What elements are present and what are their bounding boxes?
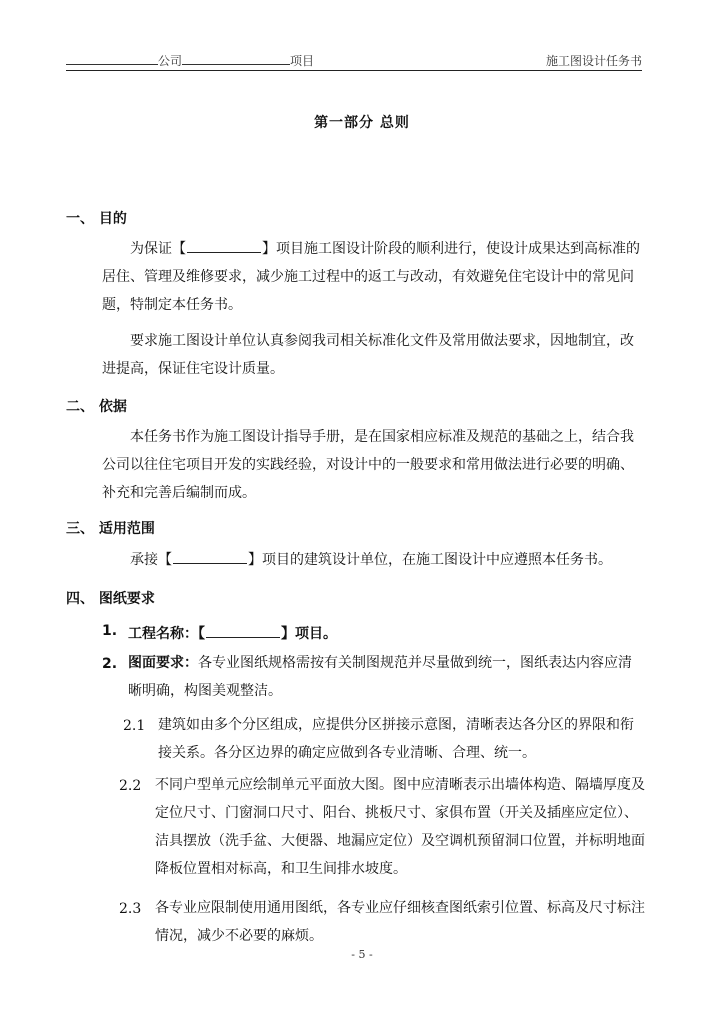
item-1-blank: [206, 623, 280, 638]
sub-2-2-number: 2.2: [119, 778, 142, 794]
section-heading-purpose: 一、 目的: [66, 211, 127, 227]
scope-p1-pre: 承接【: [130, 552, 172, 568]
sub-2-2-text: 不同户型单元应绘制单元平面放大图。图中应清晰表示出墙体构造、隔墙厚度及定位尺寸、门窗洞口尺寸、阳台、挑板尺寸、家俱布置（开关及插座应定位）、洁具摆放（洗手盆、大便器、地漏应定位）及空调机预留洞口位置，并标明地面降板位置相对标高，和卫生间排水坡度。: [155, 777, 645, 877]
project-label: 项目: [290, 54, 315, 68]
sub-2-3-number: 2.3: [119, 901, 142, 917]
scope-project-blank: [173, 549, 247, 564]
project-name-blank: [187, 238, 261, 253]
sub-2-1-text: [158, 711, 644, 767]
part-title: 第一部分 总则: [314, 115, 410, 131]
section-heading-drawings: 四、 图纸要求: [66, 591, 155, 607]
header-doc-title: 施工图设计任务书: [545, 54, 642, 68]
item-2-paragraph: [128, 649, 644, 705]
item-2-text: 各专业图纸规格需按有关制图规范并尽量做到统一，图纸表达内容应清晰明确，构图美观整洁。: [128, 655, 632, 699]
sub-2-1-content: 建筑如由多个分区组成，应提供分区拼接示意图，清晰表达各分区的界限和衔接关系。各分区边界的确定应做到各专业清晰、合理、统一。: [158, 717, 634, 761]
page-header: [66, 50, 642, 71]
sub-2-3-text: 各专业应限制使用通用图纸，各专业应仔细核查图纸索引位置、标高及尺寸标注情况，减少不必要的麻烦。: [155, 900, 645, 944]
company-blank: [66, 53, 158, 65]
purpose-p1-pre: 为保证【: [130, 241, 186, 257]
item-1-number: 1.: [102, 623, 118, 639]
item-1-pre: 工程名称：【: [128, 626, 205, 642]
page-number: - 5 -: [351, 948, 373, 961]
section-heading-scope: 三、 适用范围: [66, 521, 155, 537]
purpose-paragraph-1: [102, 235, 642, 319]
purpose-paragraph-2: 要求施工图设计单位认真参阅我司相关标准化文件及常用做法要求，因地制宜，改进提高，保证住宅设计质量。: [102, 333, 634, 377]
item-1-post: 】项目。: [281, 626, 337, 642]
item-1-text: [128, 623, 337, 643]
scope-p1-post: 】项目的建筑设计单位，在施工图设计中应遵照本任务书。: [248, 552, 612, 568]
sub-2-1-number: 2.1: [123, 718, 146, 734]
purpose-p1-post: 】项目施工图设计阶段的顺利进行，使设计成果达到高标准的居住、管理及维修要求，减少施工过程中的返工与改动，有效避免住宅设计中的常见问题，特制定本任务书。: [102, 241, 640, 313]
company-label: 公司: [158, 54, 183, 68]
basis-paragraph: 本任务书作为施工图设计指导手册，是在国家相应标准及规范的基础之上，结合我公司以往住宅项目开发的实践经验，对设计中的一般要求和常用做法进行必要的明确、补充和完善后编制而成。: [102, 429, 634, 501]
item-2-label: 图面要求：: [128, 655, 198, 671]
item-2-number: 2.: [102, 656, 118, 672]
section-heading-basis: 二、 依据: [66, 399, 127, 415]
header-left: [66, 52, 314, 69]
scope-paragraph: [102, 546, 642, 574]
project-blank: [182, 53, 290, 65]
